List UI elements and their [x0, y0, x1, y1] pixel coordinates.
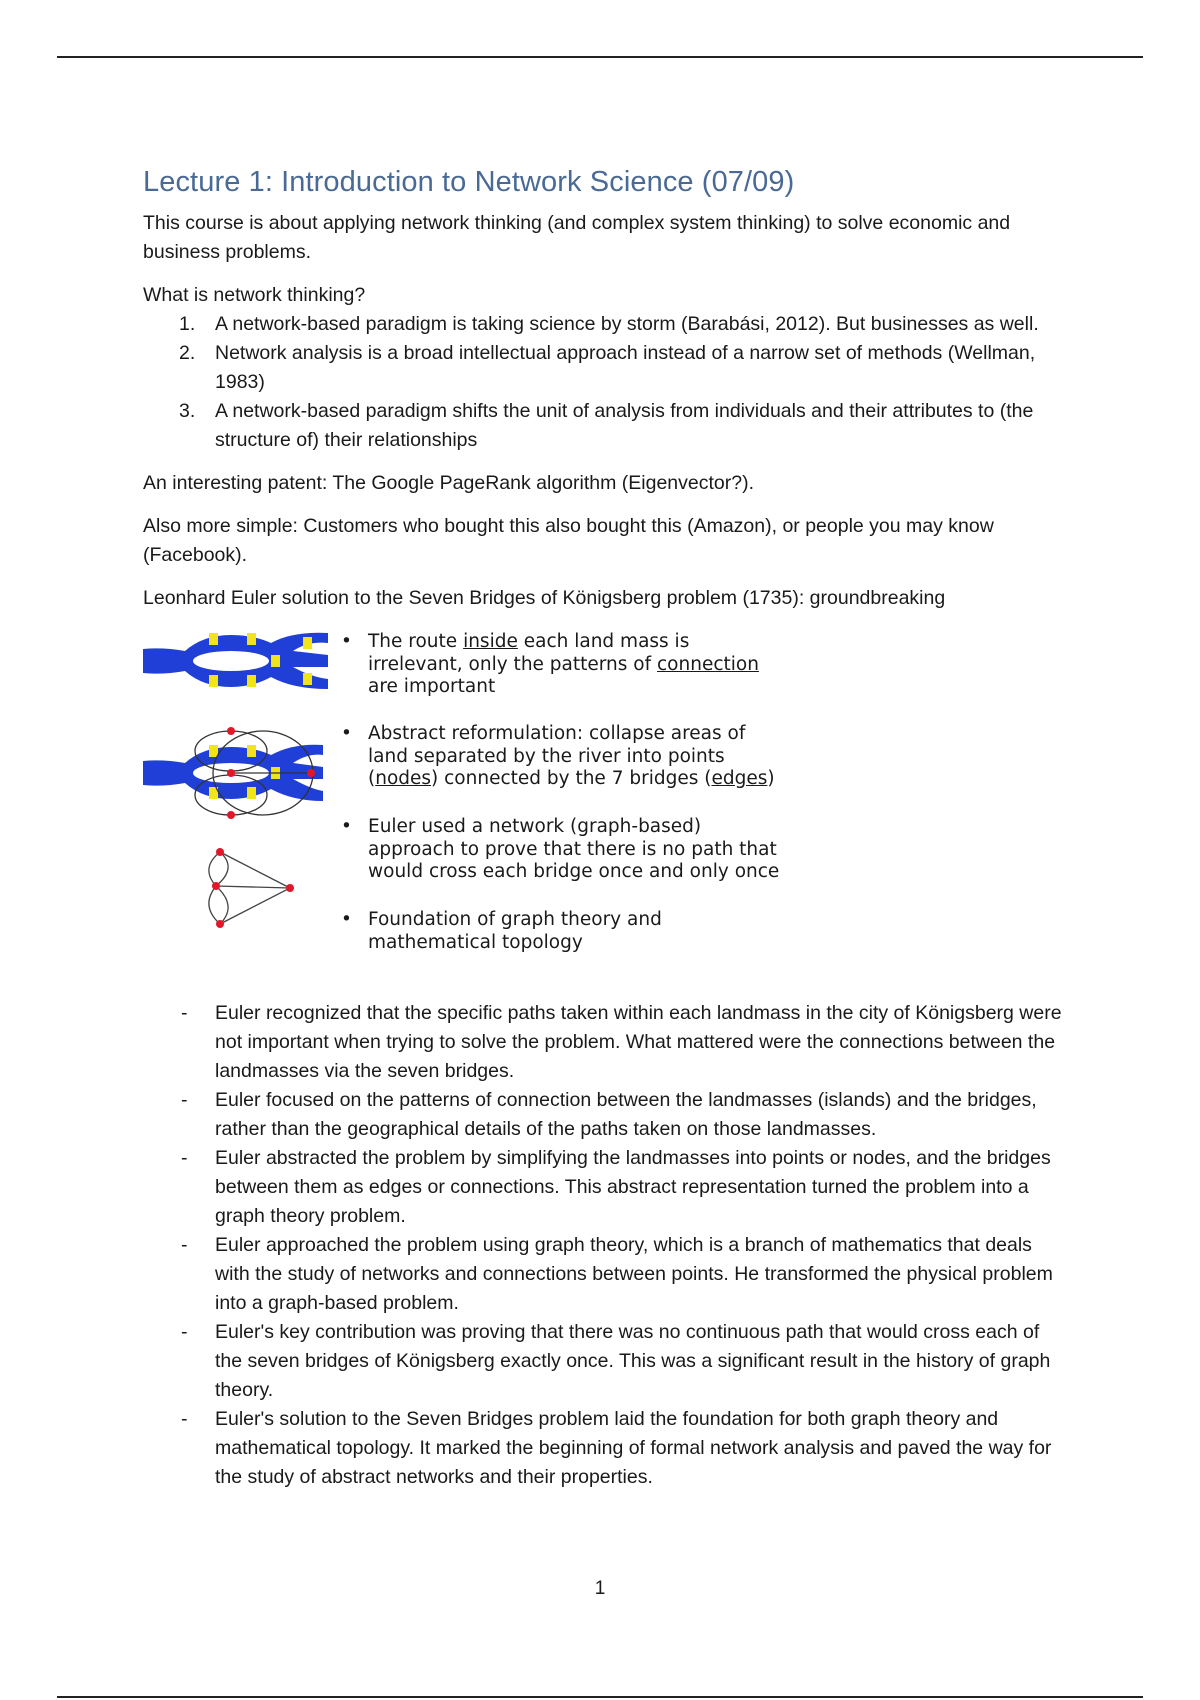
numbered-list [143, 310, 1063, 455]
page-content [143, 166, 1063, 1492]
page-title: Lecture 1: Introduction to Network Science (07/09) [143, 166, 795, 198]
list-item: - Euler abstracted the problem by simplifying the landmasses into points or nodes, and the bridges between them as edges or connections. This abstract representation turned the problem into a graph theory problem. [181, 1147, 1051, 1227]
list-item: 1. A network-based paradigm is taking science by storm (Barabási, 2012). But businesses as well. [179, 313, 1039, 335]
konigsberg-figure [143, 619, 1063, 985]
list-item: 3. A network-based paradigm shifts the unit of analysis from individuals and their attributes to (the structure of) their relationships [179, 400, 1034, 451]
figure-bullet-route: • The route inside each land mass is irrelevant, only the patterns of connection are important [341, 631, 759, 697]
river-graph-overlay-image [143, 723, 328, 823]
list-item: - Euler's key contribution was proving that there was no continuous path that would cross each of the seven bridges of Königsberg exactly once. This was a significant result in the history of graph theory. [181, 1321, 1051, 1401]
list-item: - Euler approached the problem using graph theory, which is a branch of mathematics that deals with the study of networks and connections between points. He transformed the physical problem into a graph-based problem. [181, 1234, 1053, 1314]
figure-bullet-foundation: • Foundation of graph theory and mathematical topology [341, 909, 662, 953]
page-number: 1 [594, 1578, 606, 1599]
list-item: 2. Network analysis is a broad intellectual approach instead of a narrow set of methods (Wellman, 1983) [179, 342, 1036, 393]
intro-paragraph: This course is about applying network thinking (and complex system thinking) to solve economic and business problems. [143, 212, 1011, 263]
dash-list [143, 999, 1063, 1492]
figure-bullet-euler: • Euler used a network (graph-based) approach to prove that there is no path that would cross each bridge once and only once [341, 816, 780, 882]
euler-intro-paragraph: Leonhard Euler solution to the Seven Bridges of Königsberg problem (1735): groundbreaking [143, 587, 946, 609]
patent-paragraph: An interesting patent: The Google PageRank algorithm (Eigenvector?). [143, 472, 754, 494]
list-item: - Euler's solution to the Seven Bridges problem laid the foundation for both graph theory and mathematical topology. It marked the beginning of formal network analysis and paved the way for the study of abstract networks and their properties. [181, 1408, 1052, 1488]
question-paragraph: What is network thinking? [143, 284, 366, 306]
river-map-image [143, 629, 328, 691]
header-rule [57, 56, 1143, 58]
konigsberg-graph-image [198, 844, 298, 934]
figure-bullet-abstract: • Abstract reformulation: collapse areas of land separated by the river into points (nodes) connected by the 7 bridges (edges) [341, 723, 775, 789]
footer-rule [57, 1696, 1143, 1698]
simple-paragraph: Also more simple: Customers who bought this also bought this (Amazon), or people you may know (Facebook). [143, 515, 994, 566]
list-item: - Euler focused on the patterns of connection between the landmasses (islands) and the bridges, rather than the geographical details of the paths taken on those landmasses. [181, 1089, 1037, 1140]
list-item: - Euler recognized that the specific paths taken within each landmass in the city of Königsberg were not important when trying to solve the problem. What mattered were the connections between the landmasses via the seven bridges. [181, 1002, 1062, 1082]
